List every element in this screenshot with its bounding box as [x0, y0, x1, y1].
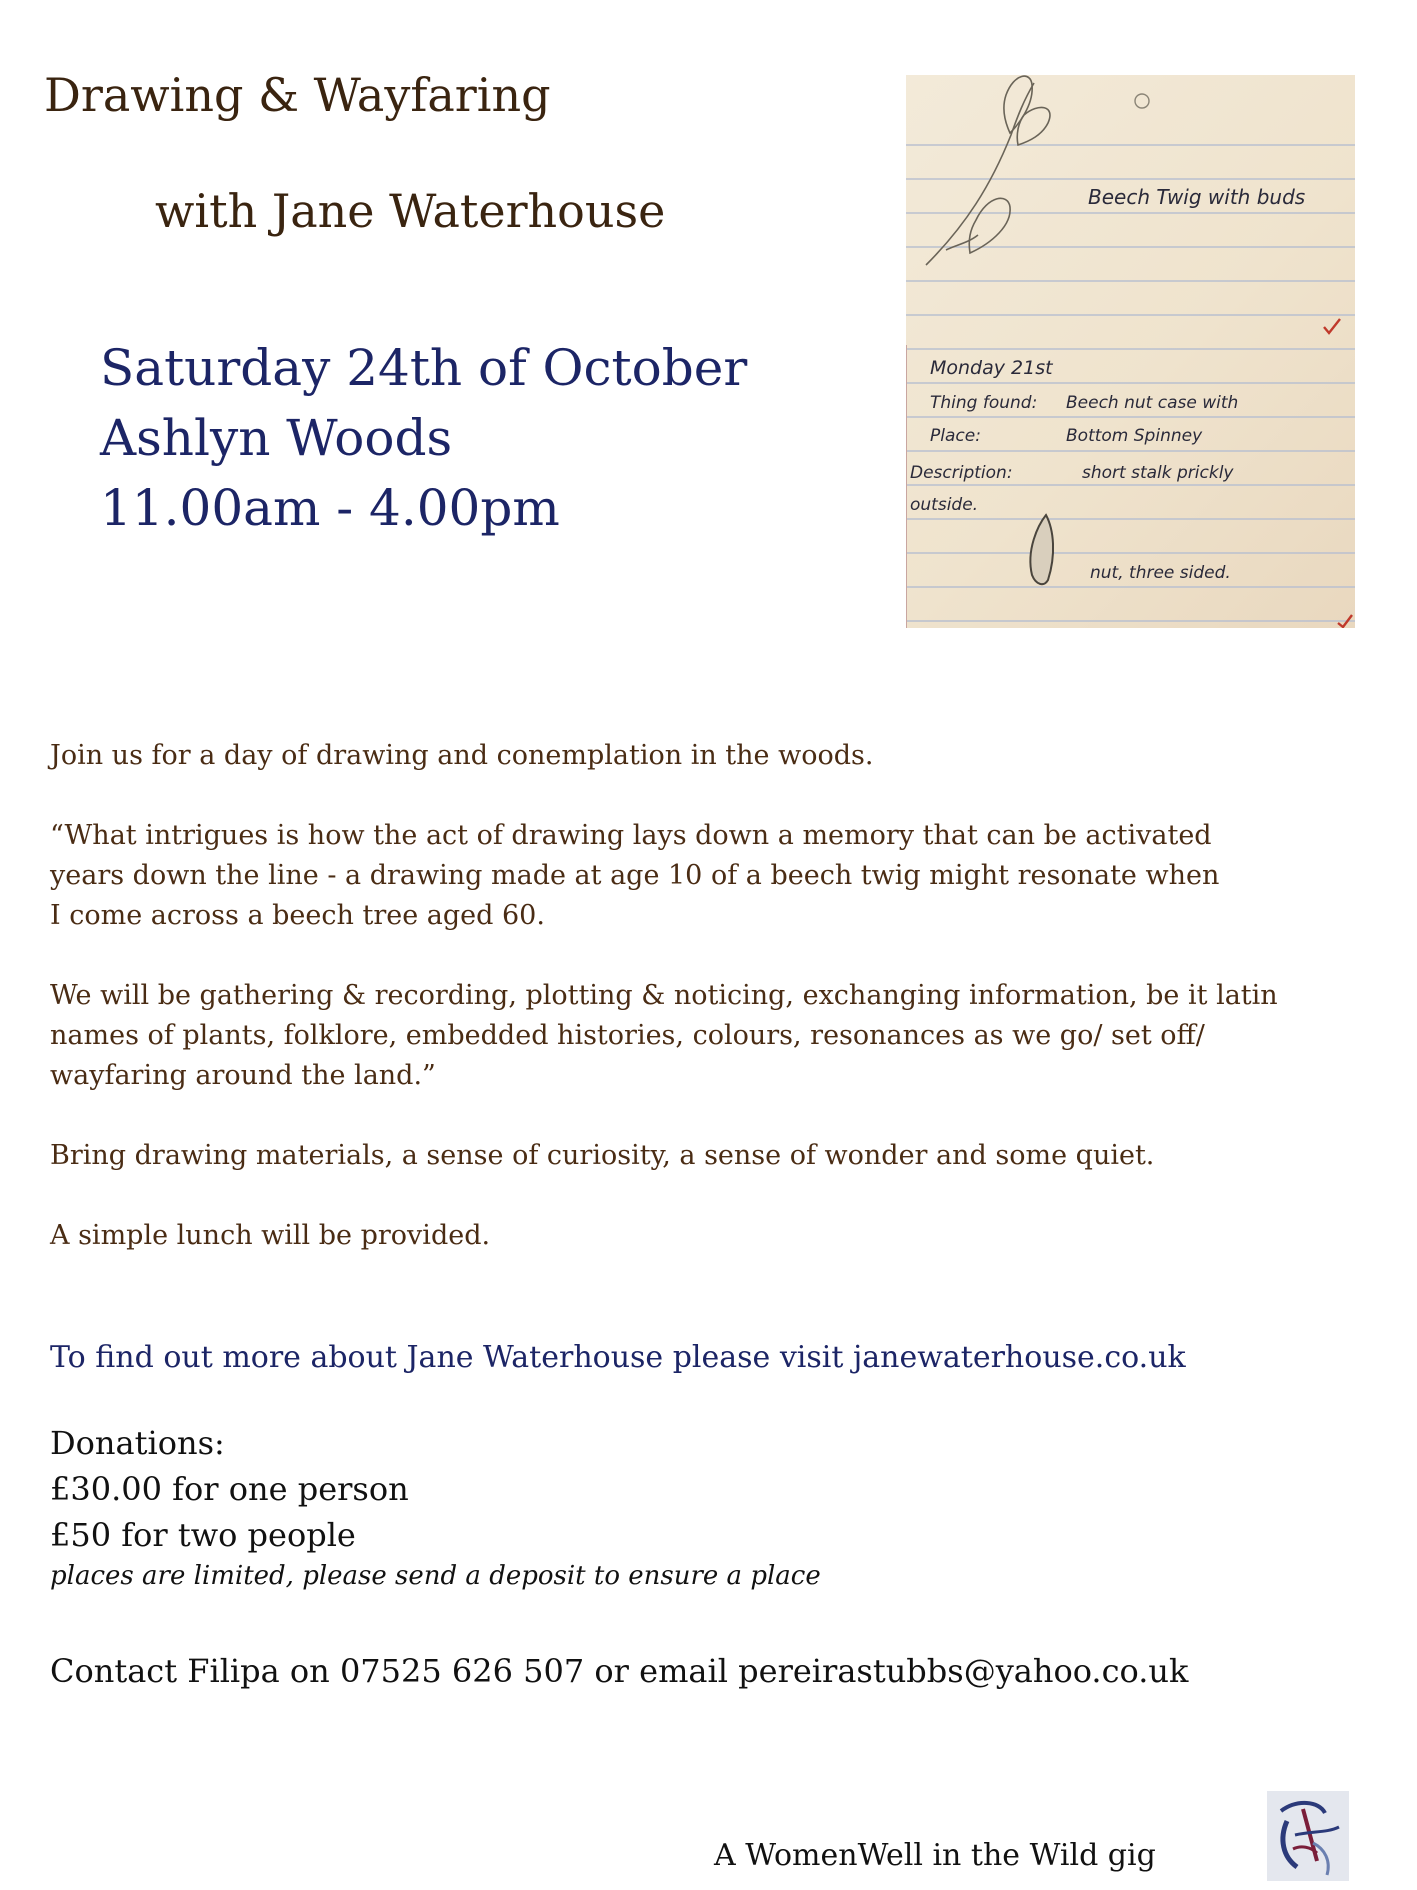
gathering-line-1: We will be gathering & recording, plotting & noticing, exchanging information, be it latin: [50, 980, 1278, 1011]
bring-text: Bring drawing materials, a sense of curiosity, a sense of wonder and some quiet.: [50, 1140, 1155, 1171]
description-body: [50, 736, 1390, 1256]
notebook-thing-found-value: Beech nut case with: [1066, 393, 1239, 413]
donation-two-people: £50 for two people: [50, 1516, 356, 1554]
notebook-place-value: Bottom Spinney: [1066, 426, 1203, 446]
page-subtitle: with Jane Waterhouse: [155, 184, 666, 238]
event-time: 11.00am - 4.00pm: [100, 479, 560, 537]
event-location: Ashlyn Woods: [100, 409, 453, 467]
gathering-line-2: names of plants, folklore, embedded histories, colours, resonances as we go/ set off/: [50, 1020, 1205, 1051]
contact-text: Contact Filipa on 07525 626 507 or email pereirastubbs@yahoo.co.uk: [50, 1652, 1189, 1690]
donation-one-person: £30.00 for one person: [50, 1470, 409, 1508]
intro-text: Join us for a day of drawing and conemplation in the woods.: [50, 740, 874, 771]
lunch-text: A simple lunch will be provided.: [50, 1220, 491, 1251]
donations-section: [50, 1420, 821, 1594]
notebook-description-label: Description:: [910, 463, 1013, 483]
notebook-thing-found-label: Thing found:: [930, 393, 1038, 413]
notebook-place-label: Place:: [930, 426, 981, 446]
notebook-lines: [906, 75, 1355, 628]
quote-line-2: years down the line - a drawing made at age 10 of a beech twig might resonate when: [50, 860, 1220, 891]
gathering-line-3: wayfaring around the land.”: [50, 1060, 436, 1091]
notebook-heading: Beech Twig with buds: [1088, 185, 1306, 209]
footer-credit: A WomenWell in the Wild gig: [714, 1838, 1156, 1873]
notebook-date: Monday 21st: [930, 357, 1053, 379]
notebook-description-cont: outside.: [910, 495, 979, 515]
event-details: [100, 333, 747, 543]
quote-line-1: “What intrigues is how the act of drawing lays down a memory that can be activated: [50, 820, 1212, 851]
notebook-sketch-image: [906, 75, 1355, 628]
notebook-nut-note: nut, three sided.: [1090, 563, 1231, 583]
quote-line-3: I come across a beech tree aged 60.: [50, 900, 545, 931]
donations-note: places are limited, please send a deposit to ensure a place: [50, 1561, 821, 1591]
more-info-text: To find out more about Jane Waterhouse please visit janewaterhouse.co.uk: [50, 1340, 1186, 1375]
womenwell-logo: [1267, 1791, 1349, 1881]
event-date: Saturday 24th of October: [100, 339, 748, 397]
notebook-description-value: short stalk prickly: [1082, 463, 1234, 483]
donations-heading: Donations:: [50, 1424, 225, 1462]
page-title: Drawing & Wayfaring: [44, 68, 551, 122]
